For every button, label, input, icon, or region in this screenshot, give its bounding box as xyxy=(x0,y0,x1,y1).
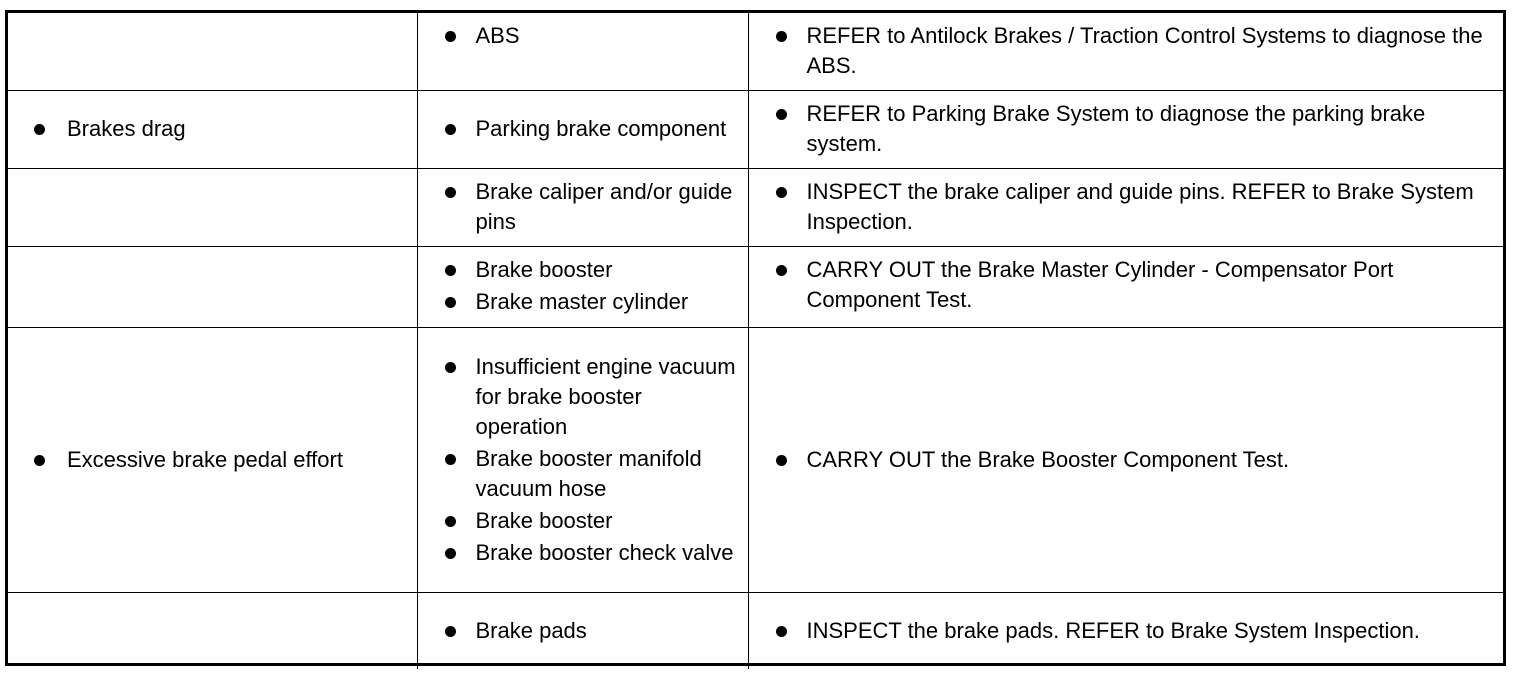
condition-cell xyxy=(8,90,417,168)
source-cell xyxy=(417,168,748,246)
source-item xyxy=(418,506,748,536)
action-text: CARRY OUT the Brake Master Cylinder - Compensator Port Component Test. xyxy=(806,256,1394,312)
bullet-icon xyxy=(445,124,456,135)
action-text: INSPECT the brake pads. REFER to Brake System Inspection. xyxy=(806,617,1420,643)
action-cell xyxy=(748,592,1503,669)
action-cell xyxy=(748,327,1503,592)
source-text: ABS xyxy=(475,23,520,48)
bullet-icon xyxy=(776,187,787,198)
table-row xyxy=(8,246,1503,327)
bullet-icon xyxy=(445,187,456,198)
source-cell xyxy=(417,246,748,327)
source-item xyxy=(418,255,748,285)
source-text: Brake booster xyxy=(475,507,613,533)
source-text: Insufficient engine vacuum for brake booster operation xyxy=(475,353,736,439)
bullet-icon xyxy=(776,109,787,120)
bullet-icon xyxy=(776,455,787,466)
source-item xyxy=(418,114,748,144)
bullet-icon xyxy=(34,124,45,135)
table-row xyxy=(8,592,1503,669)
condition-text: Excessive brake pedal effort xyxy=(67,446,343,472)
table-row xyxy=(8,168,1503,246)
source-item xyxy=(418,352,748,442)
source-text: Brake pads xyxy=(475,617,587,643)
action-text: INSPECT the brake caliper and guide pins. REFER to Brake System Inspection. xyxy=(806,179,1474,234)
condition-cell xyxy=(8,246,417,327)
source-item xyxy=(418,444,748,504)
source-text: Brake master cylinder xyxy=(475,288,689,314)
source-cell xyxy=(417,13,748,90)
condition-cell xyxy=(8,168,417,246)
source-cell xyxy=(417,592,748,669)
action-cell xyxy=(748,13,1503,90)
source-text: Brake booster manifold vacuum hose xyxy=(475,445,702,501)
bullet-icon xyxy=(445,516,456,527)
table-row xyxy=(8,90,1503,168)
source-text: Parking brake component xyxy=(475,116,727,141)
table-row xyxy=(8,327,1503,592)
source-item xyxy=(418,287,748,317)
action-cell xyxy=(748,246,1503,327)
bullet-icon xyxy=(445,362,456,373)
bullet-icon xyxy=(445,454,456,465)
condition-item xyxy=(8,114,417,144)
action-text: REFER to Parking Brake System to diagnose the parking brake system. xyxy=(806,101,1426,156)
source-item xyxy=(418,177,748,237)
action-item xyxy=(749,99,1504,159)
symptom-chart-table xyxy=(8,13,1503,669)
source-text: Brake booster check valve xyxy=(475,539,734,565)
condition-text: Brakes drag xyxy=(67,116,186,141)
condition-cell xyxy=(8,592,417,669)
source-text: Brake booster xyxy=(475,256,613,282)
action-item xyxy=(749,177,1504,237)
action-cell xyxy=(748,90,1503,168)
diagnosis-table-frame xyxy=(5,10,1506,666)
source-cell xyxy=(417,327,748,592)
bullet-icon xyxy=(776,31,787,42)
bullet-icon xyxy=(445,31,456,42)
bullet-icon xyxy=(445,548,456,559)
action-item xyxy=(749,21,1504,81)
bullet-icon xyxy=(34,455,45,466)
source-item xyxy=(418,21,748,51)
bullet-icon xyxy=(776,265,787,276)
action-text: REFER to Antilock Brakes / Traction Control Systems to diagnose the ABS. xyxy=(806,23,1483,78)
source-cell xyxy=(417,90,748,168)
bullet-icon xyxy=(445,297,456,308)
bullet-icon xyxy=(445,626,456,637)
action-cell xyxy=(748,168,1503,246)
action-item xyxy=(749,445,1504,475)
action-item xyxy=(749,616,1504,646)
bullet-icon xyxy=(776,626,787,637)
table-row xyxy=(8,13,1503,90)
source-text: Brake caliper and/or guide pins xyxy=(475,179,733,234)
bullet-icon xyxy=(445,265,456,276)
action-text: CARRY OUT the Brake Booster Component Test. xyxy=(806,446,1290,472)
action-item xyxy=(749,255,1504,315)
source-item xyxy=(418,616,748,646)
source-item xyxy=(418,538,748,568)
condition-cell xyxy=(8,13,417,90)
condition-cell xyxy=(8,327,417,592)
condition-item xyxy=(8,445,417,475)
